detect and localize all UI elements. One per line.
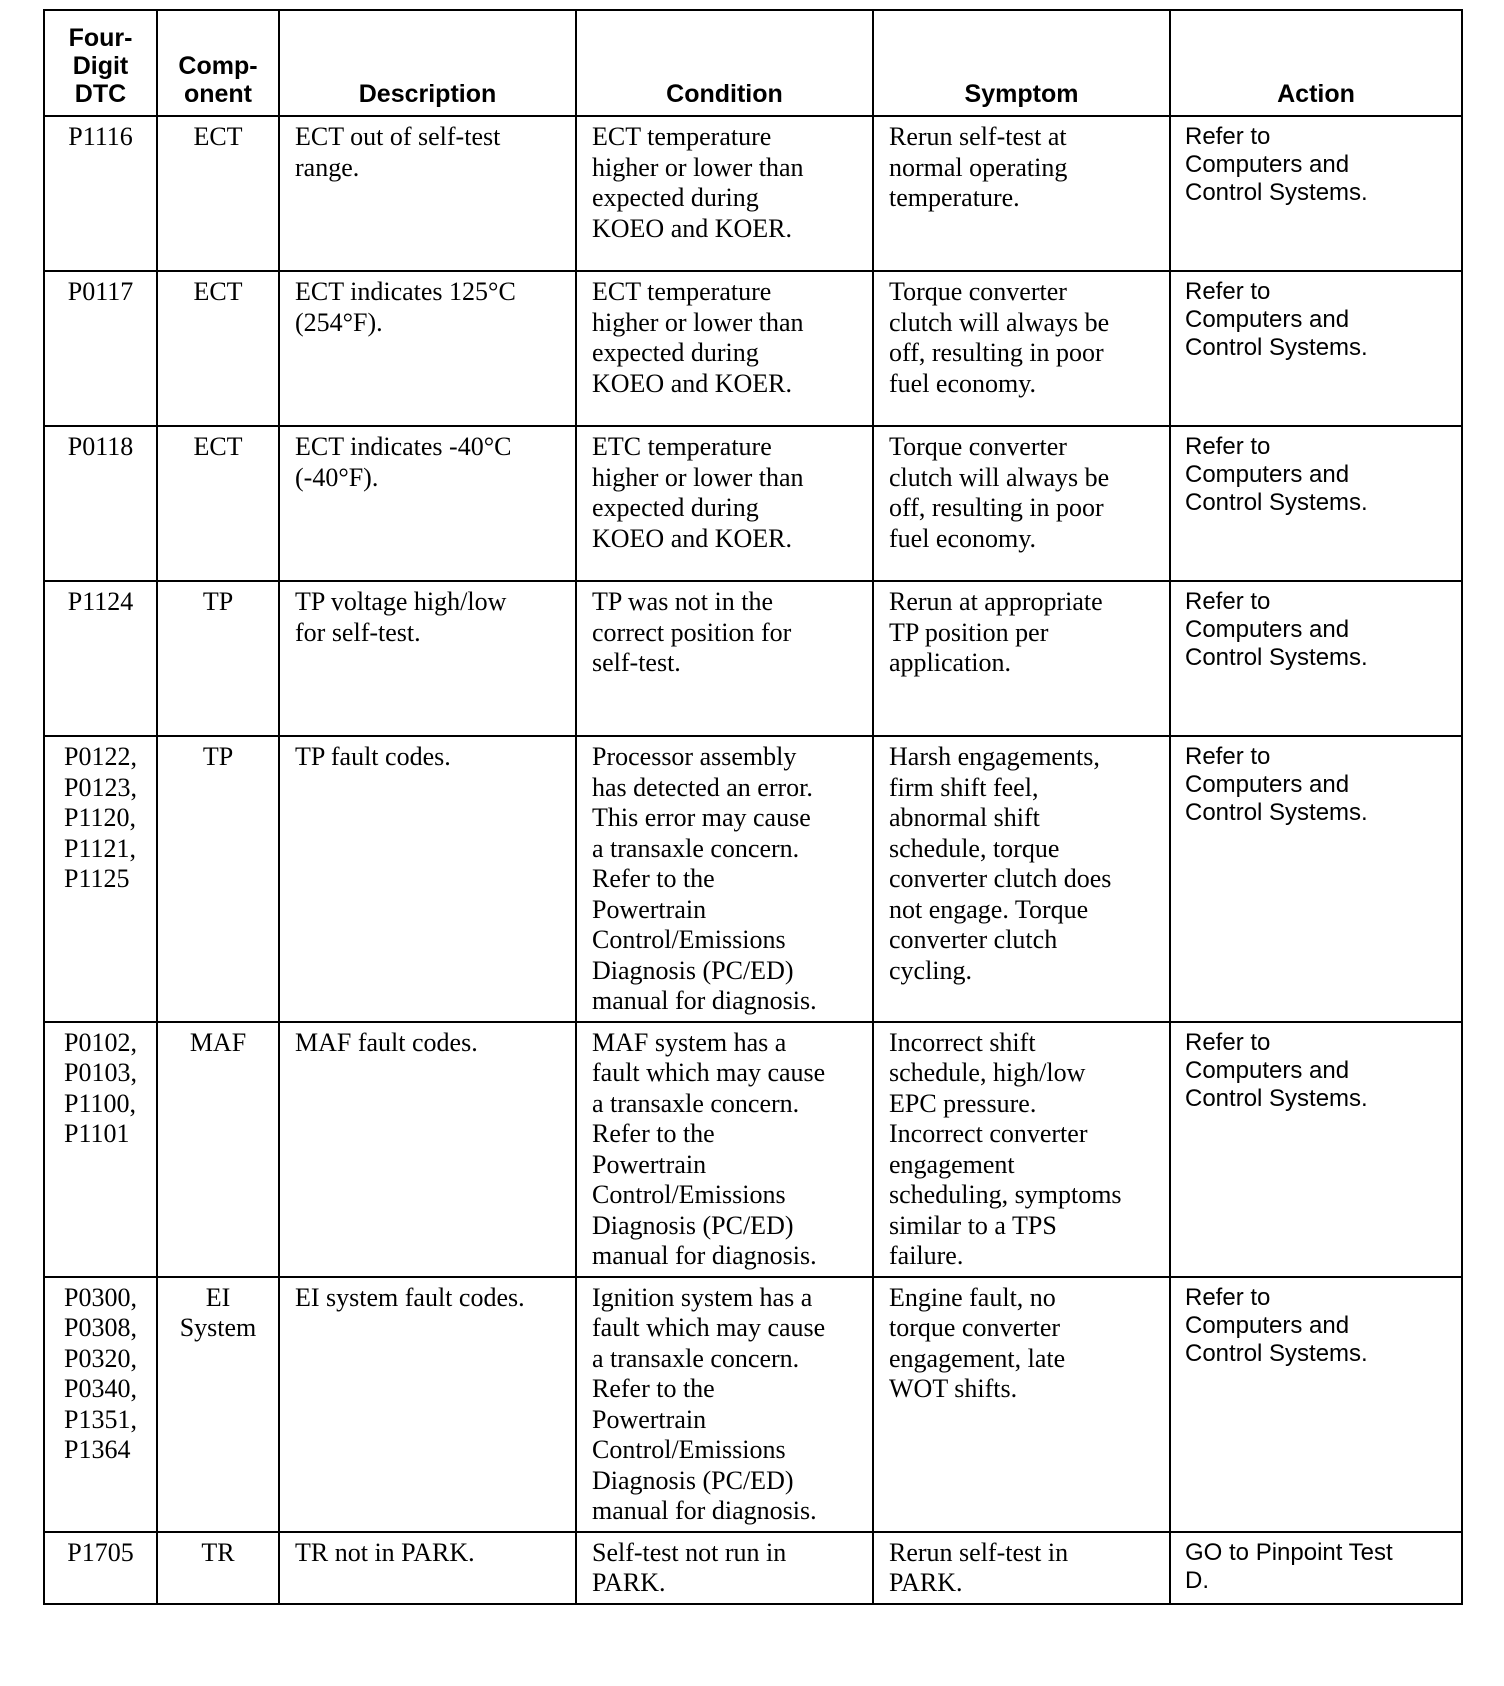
header-row — [44, 10, 1462, 116]
cell-text-line: P0103, — [64, 1058, 137, 1087]
cell-text-line: Torque converter — [889, 277, 1067, 306]
cell-text-line: GO to Pinpoint Test — [1185, 1538, 1393, 1566]
cell-description — [279, 1532, 576, 1604]
cell-text-line: ECT — [193, 432, 243, 461]
cell-component — [157, 1022, 279, 1277]
cell-text-line: P1125 — [64, 864, 130, 893]
cell-text-line: Diagnosis (PC/ED) — [592, 955, 794, 985]
cell-text-line: failure. — [889, 1241, 964, 1270]
header-symptom — [873, 10, 1170, 116]
cell-symptom — [873, 1277, 1170, 1532]
cell-text-line: fuel economy. — [889, 523, 1037, 553]
cell-action — [1170, 736, 1462, 1022]
cell-symptom — [873, 736, 1170, 1022]
cell-text-line: WOT shifts. — [889, 1374, 1018, 1403]
cell-text-line: clutch will always be — [889, 307, 1110, 337]
cell-text-line: Harsh engagements, — [889, 742, 1100, 771]
cell-condition — [576, 271, 873, 426]
cell-text-line: clutch will always be — [889, 462, 1110, 492]
cell-text-line: Computers and — [1185, 461, 1350, 488]
cell-text-line: TP was not in the — [592, 587, 774, 616]
cell-text-line: Diagnosis (PC/ED) — [592, 1210, 794, 1240]
cell-text-line: Refer to — [1185, 278, 1271, 305]
cell-text-line: P1100, — [64, 1088, 137, 1118]
cell-symptom — [873, 426, 1170, 581]
cell-condition — [576, 736, 873, 1022]
cell-text-line: Rerun self-test at — [889, 122, 1067, 151]
cell-text-line: Control/Emissions — [592, 1435, 786, 1464]
cell-text-line: Processor assembly — [592, 742, 797, 771]
cell-action — [1170, 1532, 1462, 1604]
cell-text-line: off, resulting in poor — [889, 338, 1104, 367]
cell-text-line: Four- — [68, 24, 133, 52]
cell-text-line: ECT out of self-test — [295, 122, 501, 151]
cell-text-line: Powertrain — [592, 1149, 707, 1179]
cell-text-line: P0122, — [64, 742, 137, 771]
cell-text-line: Computers and — [1185, 616, 1350, 643]
cell-text-line: EI — [205, 1282, 231, 1312]
cell-text-line: Refer to the — [592, 1119, 715, 1148]
cell-text-line: ECT temperature — [592, 122, 772, 151]
cell-text-line: Digit — [72, 52, 129, 80]
cell-text-line: Rerun at appropriate — [889, 587, 1103, 616]
cell-text-line: fuel economy. — [889, 368, 1037, 398]
cell-text-line: Diagnosis (PC/ED) — [592, 1465, 794, 1495]
cell-text-line: P1116 — [68, 122, 133, 151]
cell-text-line: Control Systems. — [1185, 1084, 1368, 1112]
cell-text-line: ECT — [193, 122, 243, 151]
cell-dtc — [44, 1022, 157, 1277]
cell-text-line: normal operating — [889, 152, 1068, 182]
cell-text-line: P1101 — [64, 1119, 130, 1148]
cell-action — [1170, 581, 1462, 736]
cell-text-line: off, resulting in poor — [889, 493, 1104, 522]
cell-component — [157, 1532, 279, 1604]
cell-component — [157, 426, 279, 581]
cell-text-line: P0102, — [64, 1027, 137, 1057]
cell-text-line: Powertrain — [592, 894, 707, 924]
cell-text-line: higher or lower than — [592, 152, 804, 182]
cell-text-line: Control Systems. — [1185, 644, 1368, 671]
cell-symptom — [873, 271, 1170, 426]
cell-text-line: TP position per — [889, 617, 1049, 647]
cell-text-line: Control/Emissions — [592, 1180, 786, 1209]
cell-text-line: higher or lower than — [592, 462, 804, 492]
cell-text-line: expected during — [592, 183, 759, 212]
cell-component — [157, 581, 279, 736]
cell-text-line: correct position for — [592, 617, 792, 647]
cell-description — [279, 581, 576, 736]
cell-condition — [576, 116, 873, 271]
cell-text-line: scheduling, symptoms — [889, 1180, 1122, 1209]
cell-description — [279, 426, 576, 581]
cell-condition — [576, 1532, 873, 1604]
cell-dtc — [44, 581, 157, 736]
cell-text-line: P1121, — [64, 833, 137, 863]
cell-symptom — [873, 1532, 1170, 1604]
cell-text-line: Refer to — [1185, 433, 1271, 460]
cell-description — [279, 1022, 576, 1277]
cell-action — [1170, 116, 1462, 271]
cell-text-line: ECT — [193, 277, 243, 306]
cell-text-line: Control/Emissions — [592, 925, 786, 954]
cell-text-line: Refer to — [1185, 743, 1271, 770]
cell-description — [279, 271, 576, 426]
cell-dtc — [44, 1277, 157, 1532]
cell-text-line: Powertrain — [592, 1404, 707, 1434]
cell-text-line: P0320, — [64, 1343, 137, 1373]
cell-text-line: TP — [202, 742, 234, 771]
cell-text-line: PARK. — [592, 1568, 666, 1597]
cell-text-line: Computers and — [1185, 1056, 1350, 1084]
cell-text-line: P1351, — [64, 1404, 137, 1434]
cell-text-line: This error may cause — [592, 803, 811, 832]
cell-text-line: MAF — [189, 1027, 247, 1057]
cell-text-line: Refer to — [1185, 1283, 1271, 1311]
cell-text-line: expected during — [592, 338, 759, 367]
cell-text-line: DTC — [74, 80, 127, 108]
cell-description — [279, 116, 576, 271]
cell-action — [1170, 271, 1462, 426]
cell-text-line: Condition — [666, 80, 783, 108]
cell-text-line: MAF fault codes. — [295, 1027, 478, 1057]
cell-text-line: ETC temperature — [592, 432, 772, 461]
cell-text-line: Control Systems. — [1185, 799, 1368, 826]
cell-text-line: P0117 — [67, 277, 134, 306]
table-row — [44, 581, 1462, 736]
cell-text-line: self-test. — [592, 648, 681, 677]
cell-text-line: range. — [295, 152, 360, 182]
cell-text-line: P1124 — [67, 587, 134, 616]
table-row — [44, 1532, 1462, 1604]
cell-symptom — [873, 116, 1170, 271]
cell-dtc — [44, 116, 157, 271]
cell-text-line: TR — [201, 1537, 235, 1567]
cell-text-line: P0118 — [67, 432, 134, 461]
cell-text-line: has detected an error. — [592, 772, 813, 802]
cell-component — [157, 116, 279, 271]
table-row — [44, 426, 1462, 581]
cell-text-line: Control Systems. — [1185, 179, 1368, 206]
cell-text-line: expected during — [592, 493, 759, 522]
cell-text-line: engagement — [889, 1149, 1015, 1179]
cell-text-line: D. — [1185, 1566, 1209, 1594]
cell-text-line: Computers and — [1185, 771, 1350, 798]
cell-text-line: P1364 — [64, 1435, 131, 1464]
cell-description — [279, 1277, 576, 1532]
cell-text-line: not engage. Torque — [889, 894, 1089, 924]
cell-text-line: application. — [889, 648, 1012, 677]
cell-text-line: Description — [358, 80, 497, 108]
header-dtc — [44, 10, 157, 116]
cell-text-line: Refer to — [1185, 123, 1271, 150]
header-condition — [576, 10, 873, 116]
cell-text-line: firm shift feel, — [889, 772, 1039, 802]
cell-symptom — [873, 581, 1170, 736]
cell-text-line: Comp- — [178, 52, 258, 80]
header-component — [157, 10, 279, 116]
cell-text-line: engagement, late — [889, 1343, 1066, 1373]
table-row — [44, 116, 1462, 271]
cell-text-line: temperature. — [889, 183, 1020, 212]
cell-dtc — [44, 1532, 157, 1604]
cell-dtc — [44, 736, 157, 1022]
cell-text-line: Symptom — [964, 80, 1079, 108]
cell-condition — [576, 426, 873, 581]
cell-text-line: Refer to the — [592, 1374, 715, 1403]
table-row — [44, 1277, 1462, 1532]
cell-description — [279, 736, 576, 1022]
cell-text-line: Torque converter — [889, 432, 1067, 461]
cell-text-line: (254°F). — [295, 307, 383, 337]
cell-text-line: TR not in PARK. — [295, 1537, 475, 1567]
cell-text-line: fault which may cause — [592, 1313, 826, 1342]
cell-text-line: P0300, — [64, 1282, 137, 1312]
cell-text-line: Computers and — [1185, 306, 1350, 333]
cell-text-line: (-40°F). — [295, 462, 379, 492]
table-row — [44, 271, 1462, 426]
cell-text-line: schedule, high/low — [889, 1058, 1086, 1087]
cell-text-line: Rerun self-test in — [889, 1537, 1069, 1567]
cell-action — [1170, 1022, 1462, 1277]
cell-symptom — [873, 1022, 1170, 1277]
cell-text-line: Refer to — [1185, 1028, 1271, 1056]
cell-text-line: System — [179, 1313, 257, 1342]
cell-text-line: manual for diagnosis. — [592, 1496, 817, 1525]
cell-text-line: P0308, — [64, 1313, 137, 1342]
cell-text-line: PARK. — [889, 1568, 963, 1597]
table-row — [44, 1022, 1462, 1277]
cell-text-line: KOEO and KOER. — [592, 523, 793, 553]
cell-text-line: Engine fault, no — [889, 1282, 1056, 1312]
cell-condition — [576, 581, 873, 736]
cell-text-line: KOEO and KOER. — [592, 368, 793, 398]
cell-text-line: schedule, torque — [889, 833, 1060, 863]
cell-text-line: MAF system has a — [592, 1027, 787, 1057]
header-action — [1170, 10, 1462, 116]
cell-text-line: P0123, — [64, 772, 137, 802]
cell-text-line: a transaxle concern. — [592, 1088, 800, 1118]
cell-component — [157, 1277, 279, 1532]
cell-text-line: P1120, — [64, 803, 137, 832]
cell-action — [1170, 426, 1462, 581]
cell-dtc — [44, 271, 157, 426]
cell-text-line: EI system fault codes. — [295, 1282, 525, 1312]
cell-text-line: converter clutch — [889, 925, 1058, 954]
cell-text-line: manual for diagnosis. — [592, 986, 817, 1015]
header-description — [279, 10, 576, 116]
cell-condition — [576, 1277, 873, 1532]
cell-text-line: Control Systems. — [1185, 489, 1368, 516]
cell-text-line: TP voltage high/low — [295, 587, 507, 616]
cell-text-line: higher or lower than — [592, 307, 804, 337]
cell-text-line: TP — [202, 587, 234, 616]
cell-text-line: ECT indicates 125°C — [295, 277, 516, 306]
cell-text-line: TP fault codes. — [295, 742, 451, 771]
cell-text-line: onent — [183, 80, 253, 108]
cell-text-line: abnormal shift — [889, 803, 1040, 832]
cell-text-line: for self-test. — [295, 617, 421, 647]
cell-text-line: Refer to the — [592, 864, 715, 893]
cell-text-line: Incorrect converter — [889, 1119, 1088, 1148]
dtc-table — [43, 9, 1463, 1605]
cell-text-line: manual for diagnosis. — [592, 1241, 817, 1270]
cell-dtc — [44, 426, 157, 581]
cell-text-line: Ignition system has a — [592, 1282, 813, 1312]
cell-component — [157, 736, 279, 1022]
cell-text-line: a transaxle concern. — [592, 833, 800, 863]
cell-action — [1170, 1277, 1462, 1532]
cell-text-line: P1705 — [67, 1537, 134, 1567]
cell-text-line: Incorrect shift — [889, 1027, 1036, 1057]
cell-text-line: Action — [1277, 80, 1355, 108]
cell-text-line: Control Systems. — [1185, 334, 1368, 361]
cell-text-line: fault which may cause — [592, 1058, 826, 1087]
cell-text-line: KOEO and KOER. — [592, 213, 793, 243]
cell-text-line: a transaxle concern. — [592, 1343, 800, 1373]
cell-text-line: torque converter — [889, 1313, 1061, 1342]
cell-text-line: converter clutch does — [889, 864, 1112, 893]
cell-component — [157, 271, 279, 426]
cell-text-line: ECT indicates -40°C — [295, 432, 512, 461]
cell-text-line: P0340, — [64, 1374, 137, 1403]
cell-text-line: cycling. — [889, 955, 973, 985]
cell-text-line: Computers and — [1185, 1311, 1350, 1339]
cell-text-line: Refer to — [1185, 588, 1271, 615]
cell-text-line: ECT temperature — [592, 277, 772, 306]
cell-text-line: Computers and — [1185, 151, 1350, 178]
cell-condition — [576, 1022, 873, 1277]
cell-text-line: Control Systems. — [1185, 1339, 1368, 1367]
cell-text-line: similar to a TPS — [889, 1210, 1057, 1240]
cell-text-line: Self-test not run in — [592, 1537, 787, 1567]
cell-text-line: EPC pressure. — [889, 1088, 1037, 1118]
table-row — [44, 736, 1462, 1022]
